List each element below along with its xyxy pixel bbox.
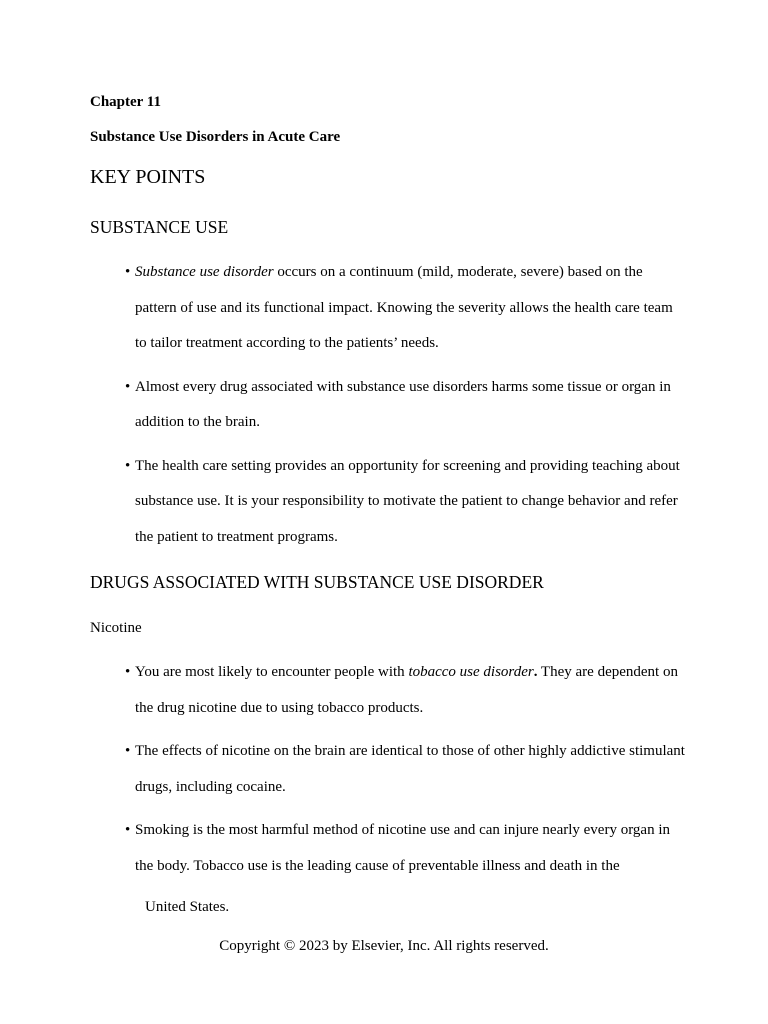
bullet-text: They are dependent on the drug nicotine due to using tobacco products.	[135, 664, 678, 716]
bold-period: .	[533, 664, 538, 680]
list-item	[125, 734, 685, 805]
list-item	[125, 255, 685, 362]
bullet-text: Almost every drug associated with substance use disorders harms some tissue or organ in addition to the brain.	[135, 378, 671, 430]
copyright-footer: Copyright © 2023 by Elsevier, Inc. All rights reserved.	[219, 938, 549, 954]
section-heading-substance-use: SUBSTANCE USE	[90, 217, 229, 237]
bullet-text: You are most likely to encounter people with	[135, 664, 409, 680]
list-item	[125, 655, 685, 726]
term-substance-use-disorder: Substance use disorder	[135, 264, 274, 280]
bullet-icon: •	[125, 264, 131, 280]
bullet-text: The health care setting provides an opportunity for screening and providing teaching about substance use. It is your responsibility to motivate the patient to change behavior and refer the patient to treatment programs.	[135, 457, 680, 545]
chapter-title: Substance Use Disorders in Acute Care	[90, 129, 341, 145]
bullet-icon: •	[125, 457, 131, 474]
chapter-label: Chapter 11	[90, 94, 161, 110]
list-item	[125, 813, 685, 884]
bullet-icon: •	[125, 743, 131, 759]
list-item	[125, 449, 685, 556]
section-heading-drugs: DRUGS ASSOCIATED WITH SUBSTANCE USE DISORDER	[90, 572, 544, 592]
bullet-text: Smoking is the most harmful method of nicotine use and can injure nearly every organ in the body. Tobacco use is the leading cause of preventable illness and death in the	[135, 822, 671, 874]
bullet-continuation: United States.	[145, 899, 230, 915]
list-item	[125, 370, 685, 441]
bullet-text: The effects of nicotine on the brain are identical to those of other highly addictive stimulant drugs, including cocaine.	[135, 743, 685, 795]
substance-use-bullet-list	[125, 255, 685, 563]
term-tobacco-use-disorder: tobacco use disorder	[408, 664, 534, 680]
subheading-nicotine: Nicotine	[90, 620, 142, 636]
bullet-icon: •	[125, 378, 131, 395]
bullet-text: occurs on a continuum (mild, moderate, severe) based on the pattern of use and its functional impact. Knowing the severity allows the health care team to tailor treatment according to the patients’ needs.	[135, 264, 673, 351]
bullet-icon: •	[125, 664, 131, 680]
key-points-heading: KEY POINTS	[90, 166, 206, 188]
nicotine-bullet-list	[125, 655, 685, 892]
bullet-icon: •	[125, 822, 131, 838]
